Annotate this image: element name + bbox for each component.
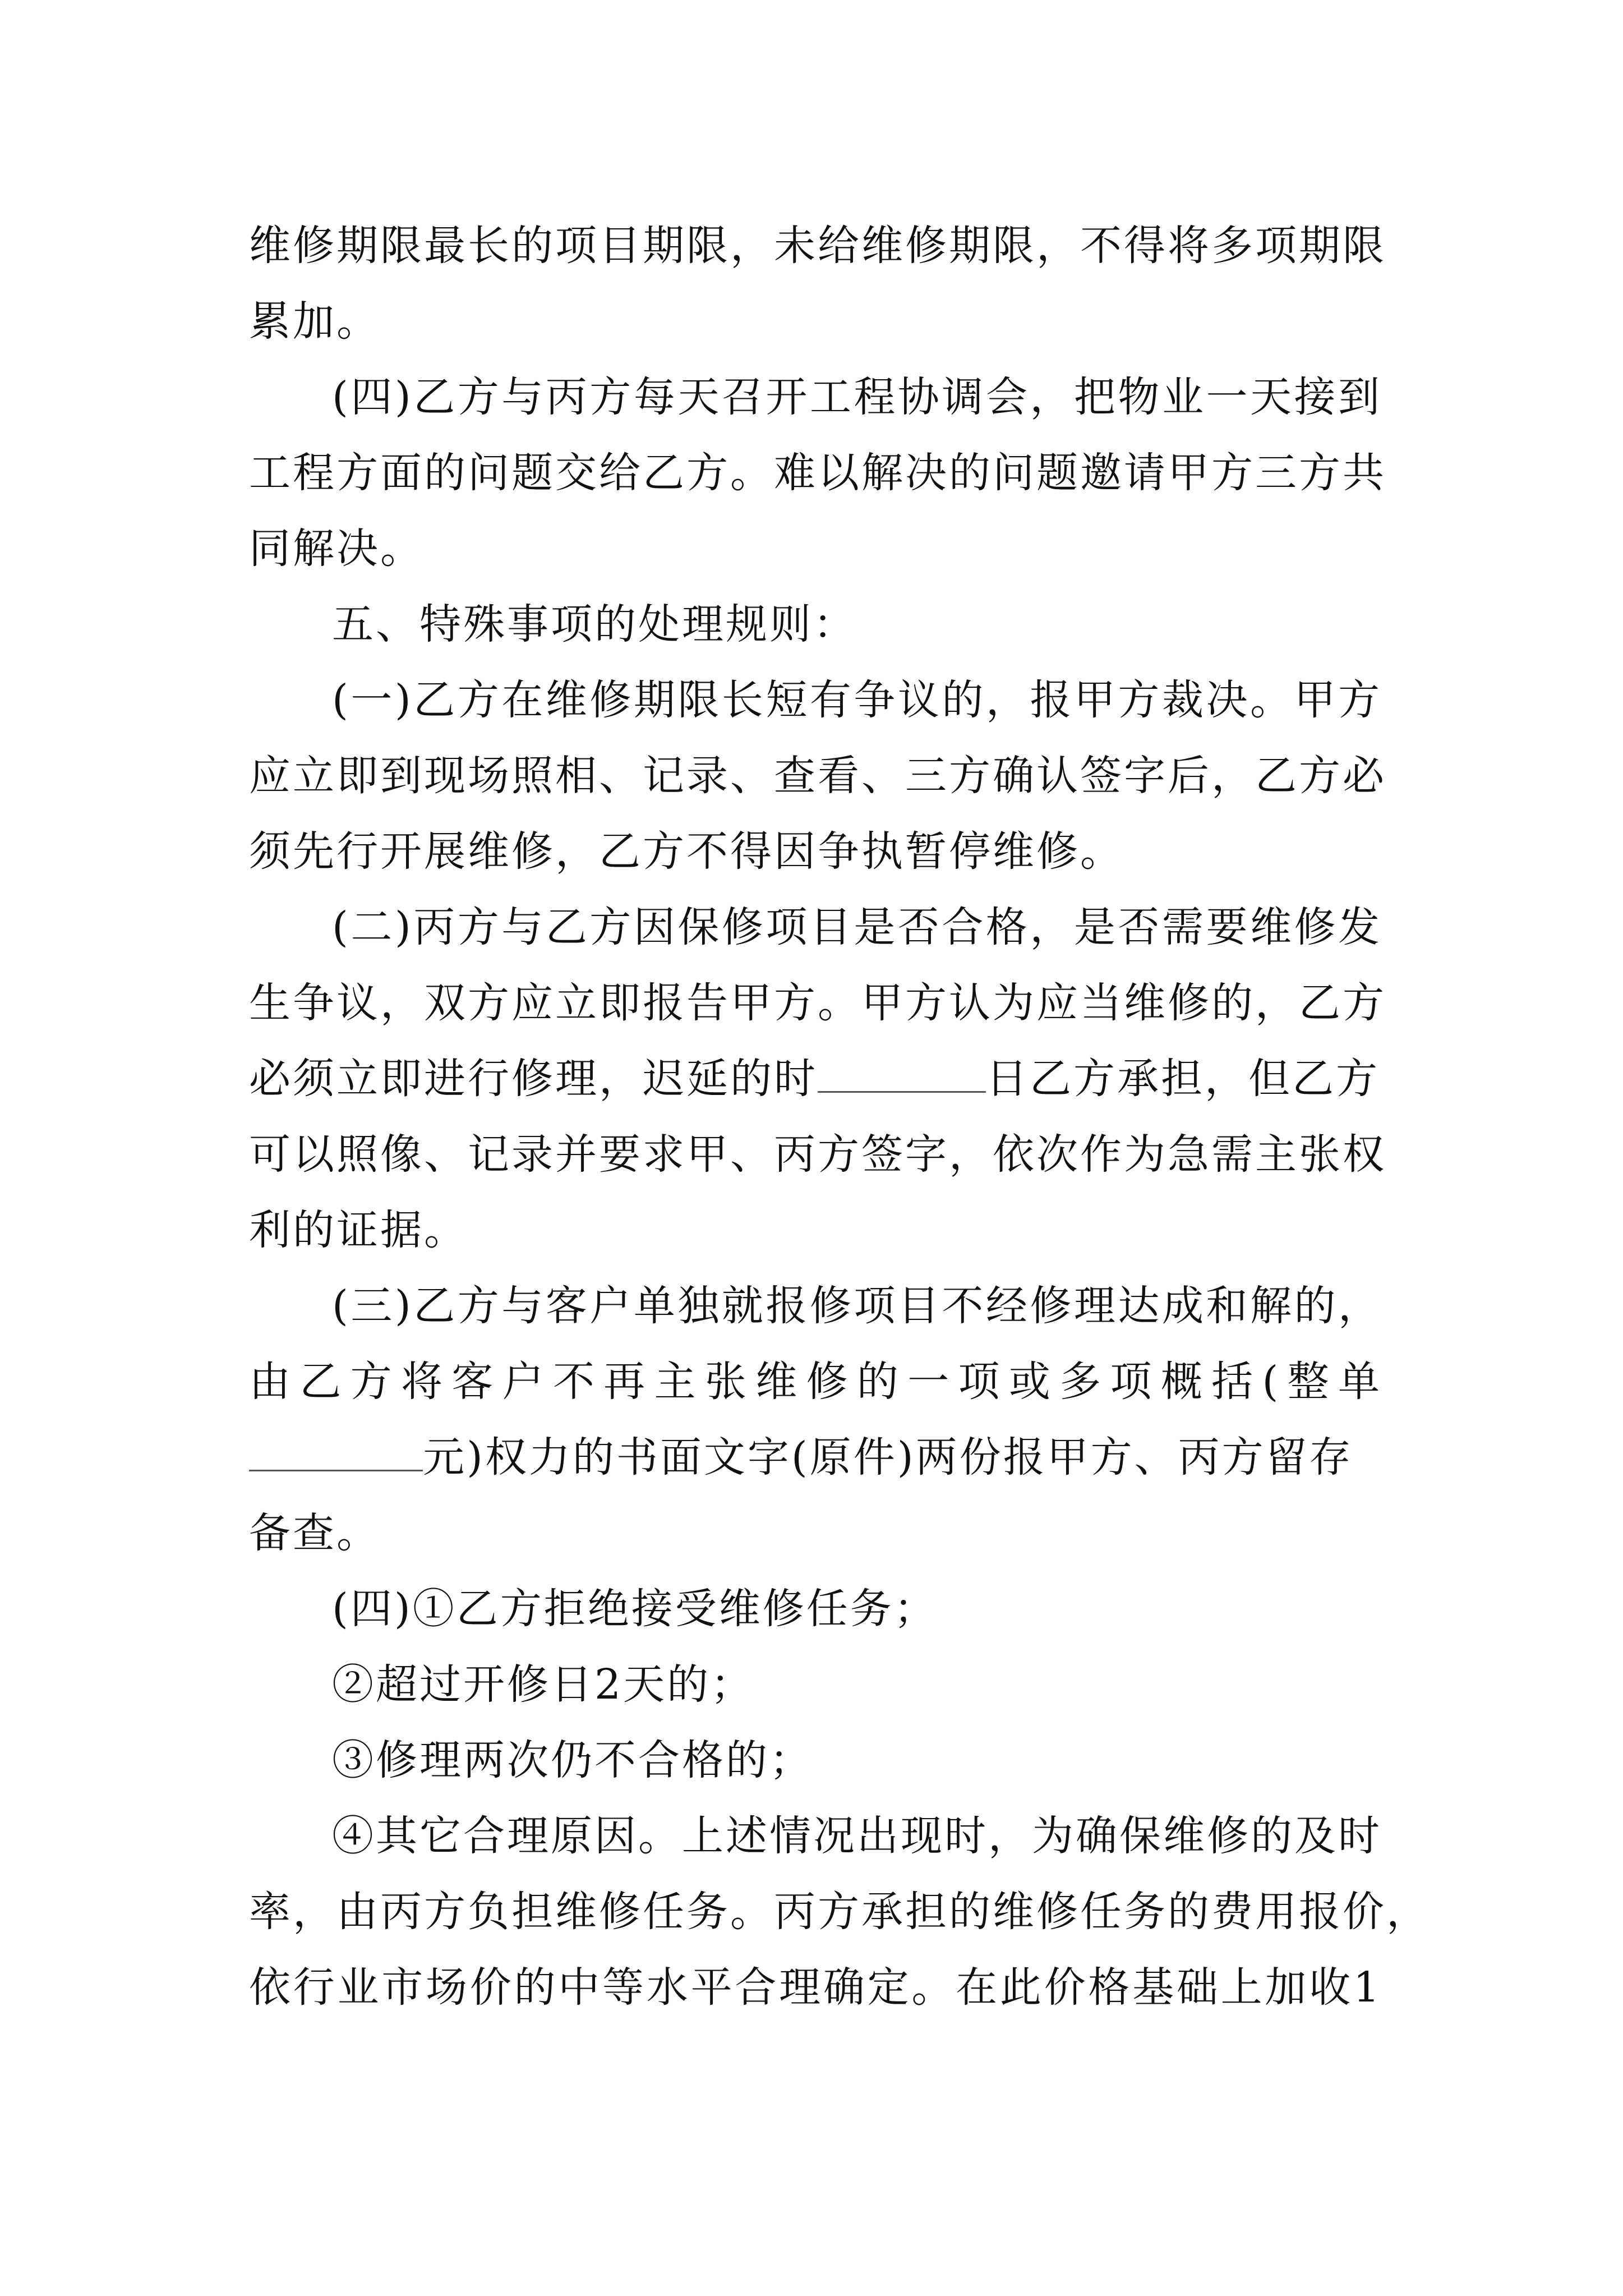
text-line: 备查。 <box>249 1509 380 1557</box>
text-line: 可以照像、记录并要求甲、丙方签字，依次作为急需主张权 <box>249 1130 1386 1179</box>
paragraph-3-line: (三)乙方与客户单独就报修项目不经修理达成和解的， <box>332 1282 1382 1330</box>
text-segment: 元)权力的书面文字(原件)两份报甲方、丙方留存 <box>423 1433 1353 1481</box>
text-segment: 必须立即进行修理，迟延的时 <box>249 1055 818 1103</box>
fill-in-blank <box>249 1430 423 1471</box>
paragraph-1-line: (一)乙方在维修期限长短有争议的，报甲方裁决。甲方 <box>332 676 1382 724</box>
list-item: ③修理两次仍不合格的； <box>332 1736 813 1784</box>
text-line: 生争议，双方应立即报告甲方。甲方认为应当维修的，乙方 <box>249 979 1386 1027</box>
text-line: 维修期限最长的项目期限，未给维修期限，不得将多项期限 <box>249 222 1386 270</box>
list-item: (四)①乙方拒绝接受维修任务； <box>332 1585 938 1633</box>
text-segment: 日乙方承担，但乙方 <box>986 1055 1380 1103</box>
text-line-with-blank <box>249 1430 1382 1484</box>
text-line: 工程方面的问题交给乙方。难以解决的问题邀请甲方三方共 <box>249 449 1386 497</box>
text-line-with-blank <box>249 1052 1382 1106</box>
text-line: 由乙方将客户不再主张维修的一项或多项概括(整单 <box>249 1358 1382 1406</box>
text-line: 利的证据。 <box>249 1206 468 1254</box>
text-line: 率，由丙方负担维修任务。丙方承担的维修任务的费用报价， <box>249 1888 1430 1936</box>
text-line: 同解决。 <box>249 524 424 573</box>
text-line: 依行业市场价的中等水平合理确定。在此价格基础上加收1 <box>249 1963 1382 2012</box>
list-item: ②超过开修日2天的； <box>332 1660 755 1709</box>
section-heading: 五、特殊事项的处理规则： <box>332 600 857 648</box>
text-line: 累加。 <box>249 297 380 346</box>
list-item: ④其它合理原因。上述情况出现时，为确保维修的及时 <box>332 1812 1382 1860</box>
paragraph-2-line: (二)丙方与乙方因保修项目是否合格，是否需要维修发 <box>332 903 1382 951</box>
paragraph-4-line: (四)乙方与丙方每天召开工程协调会，把物业一天接到 <box>332 373 1382 421</box>
text-line: 应立即到现场照相、记录、查看、三方确认签字后，乙方必 <box>249 752 1386 800</box>
fill-in-blank <box>818 1052 986 1093</box>
text-line: 须先行开展维修，乙方不得因争执暂停维修。 <box>249 827 1124 876</box>
